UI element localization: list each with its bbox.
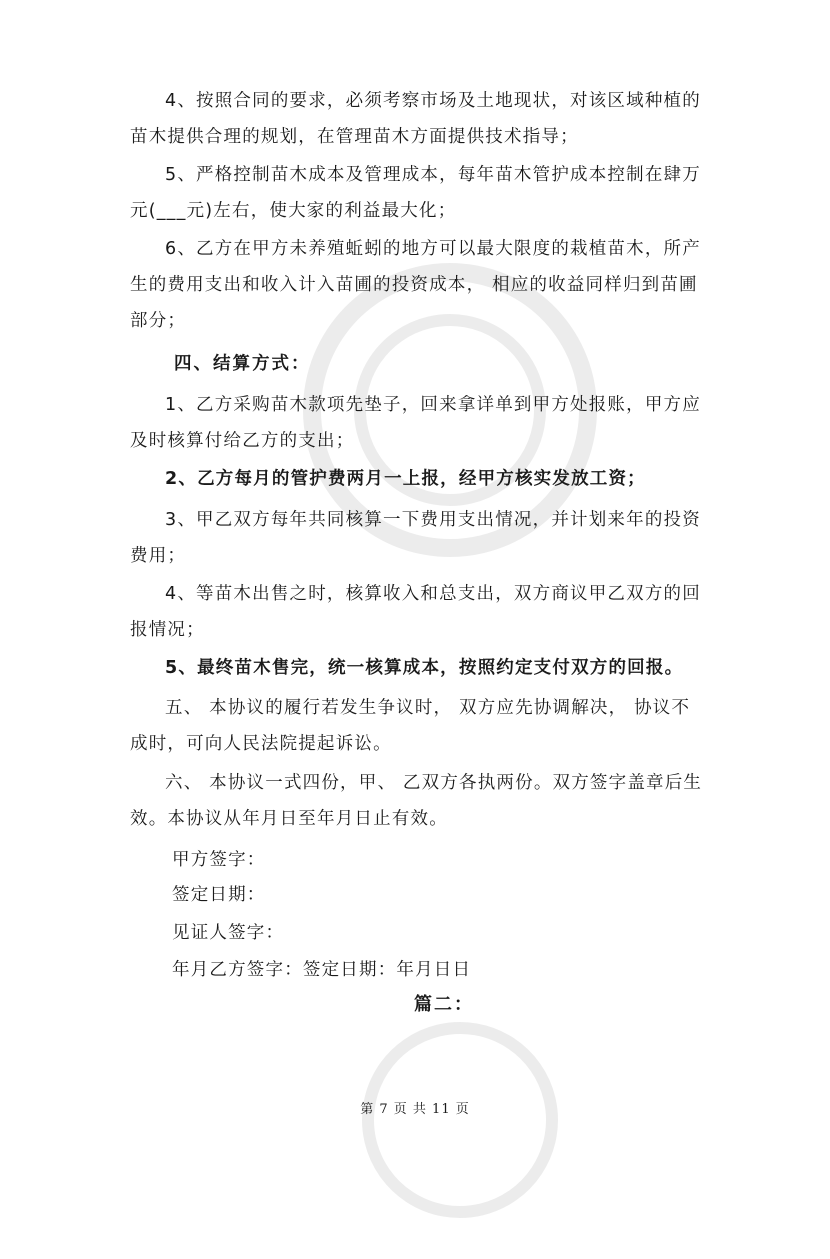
paragraph-item-6: 6、乙方在甲方未养殖蚯蚓的地方可以最大限度的栽植苗木，所产生的费用支出和收入计入苗圃的投资成本， 相应的收益同样归到苗圃部分；: [130, 239, 701, 331]
paragraph-dispute: 五、 本协议的履行若发生争议时， 双方应先协调解决， 协议不成时，可向人民法院提起诉讼。: [130, 698, 691, 754]
paragraph-settlement-1: 1、乙方采购苗木款项先垫子，回来拿详单到甲方处报账，甲方应及时核算付给乙方的支出；: [130, 395, 701, 451]
watermark-logo: [321, 981, 600, 1259]
paragraph-item-5: 5、严格控制苗木成本及管理成本，每年苗木管护成本控制在肆万元(___元)左右，使大家的利益最大化；: [130, 165, 701, 221]
paragraph-settlement-2: 2、乙方每月的管护费两月一上报，经甲方核实发放工资；: [165, 469, 646, 489]
signature-witness: 见证人签字：: [172, 923, 285, 943]
signature-party-a: 甲方签字：: [172, 850, 266, 870]
paragraph-copies: 六、 本协议一式四份，甲、 乙双方各执两份。双方签字盖章后生效。本协议从年月日至年月日止有效。: [130, 773, 703, 829]
paragraph-settlement-4: 4、等苗木出售之时，核算收入和总支出，双方商议甲乙双方的回报情况；: [130, 584, 701, 640]
page-footer: 第 7 页 共 11 页: [360, 1102, 470, 1117]
paragraph-item-4: 4、按照合同的要求，必须考察市场及土地现状，对该区域种植的苗木提供合理的规划，在管理苗木方面提供技术指导；: [130, 91, 701, 147]
paragraph-settlement-5: 5、最终苗木售完，统一核算成本，按照约定支付双方的回报。: [165, 658, 684, 678]
signature-date: 签定日期：: [172, 885, 266, 905]
signature-party-b-line: 年月乙方签字：签定日期：年月日日: [172, 960, 472, 980]
paragraph-settlement-3: 3、甲乙双方每年共同核算一下费用支出情况，并计划来年的投资费用；: [130, 510, 701, 566]
section-heading-settlement: 四、结算方式：: [174, 354, 311, 374]
part-title: 篇二：: [414, 994, 474, 1015]
